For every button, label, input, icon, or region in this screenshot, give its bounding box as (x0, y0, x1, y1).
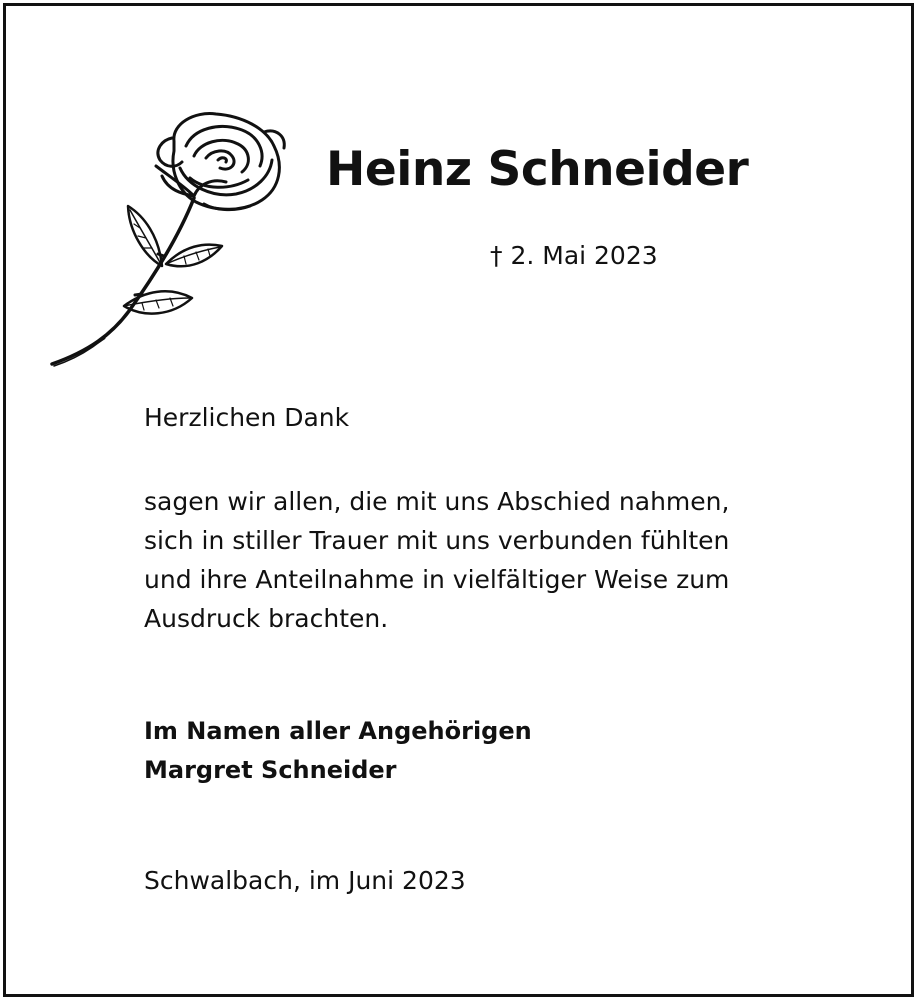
thanks-heading: Herzlichen Dank (144, 403, 350, 432)
message-line: sagen wir allen, die mit uns Abschied nahmen, (144, 487, 730, 516)
place-date: Schwalbach, im Juni 2023 (144, 866, 466, 895)
notice-border (3, 3, 914, 997)
message-line: und ihre Anteilnahme in vielfältiger Weise zum (144, 565, 730, 594)
message-line: Ausdruck brachten. (144, 604, 389, 633)
thanks-message (144, 482, 729, 638)
message-line: sich in stiller Trauer mit uns verbunden fühlten (144, 526, 730, 555)
signature-name: Margret Schneider (144, 756, 397, 784)
signature-line: Im Namen aller Angehörigen (144, 717, 532, 745)
rose-icon (44, 106, 294, 371)
deceased-name: Heinz Schneider (326, 142, 749, 197)
signature-block (144, 712, 532, 790)
death-date: † 2. Mai 2023 (490, 241, 658, 270)
